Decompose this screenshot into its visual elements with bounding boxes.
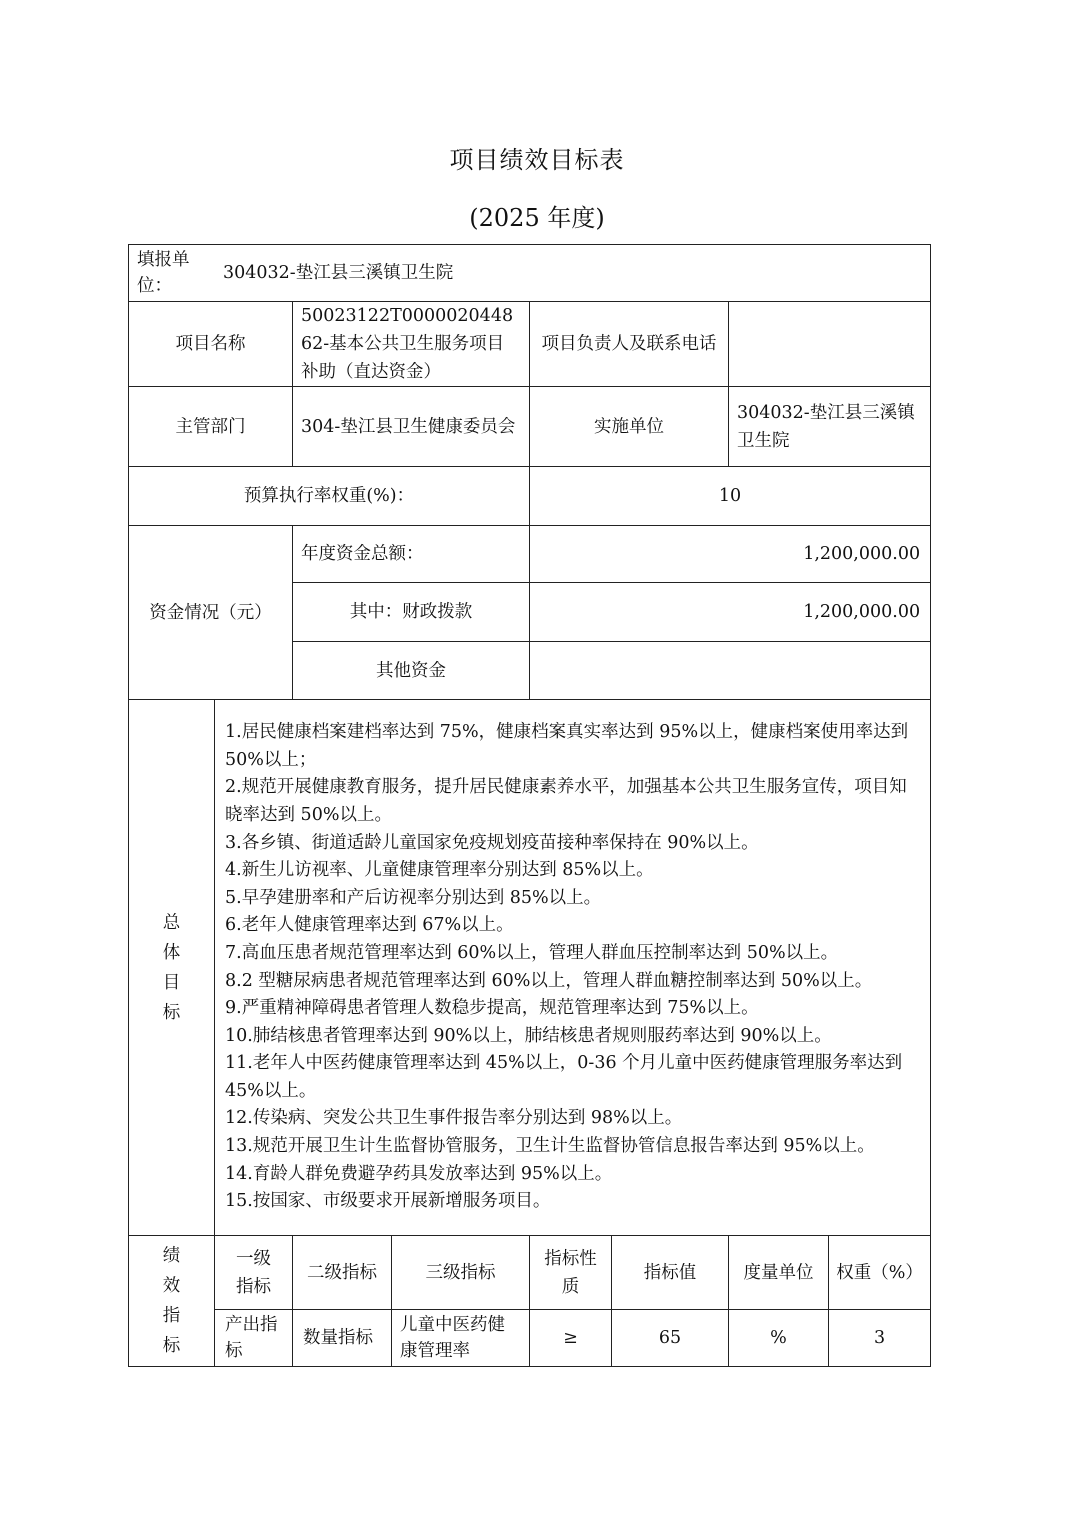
indicators-label-char: 指 <box>162 1306 181 1326</box>
funds-total-value: 1,200,000.00 <box>530 526 931 583</box>
funds-other-value <box>530 642 931 700</box>
header-unit: 度量单位 <box>729 1236 829 1310</box>
goals-row <box>129 700 931 1236</box>
impl-unit-label: 实施单位 <box>530 387 729 467</box>
goals-label <box>129 700 215 1236</box>
goal-item: 8.2 型糖尿病患者规范管理率达到 60%以上，管理人群血糖控制率达到 50%以上。 <box>225 970 873 991</box>
goal-item: 10.肺结核患者管理率达到 90%以上，肺结核患者规则服药率达到 90%以上。 <box>225 1025 832 1046</box>
cell-level2: 数量指标 <box>293 1310 392 1367</box>
goals-label-char: 目 <box>162 972 181 993</box>
funds-row <box>129 526 931 583</box>
unit-value: 304032-垫江县三溪镇卫生院 <box>223 263 454 283</box>
goals-label-char: 标 <box>162 1002 181 1023</box>
unit-row <box>129 245 931 302</box>
goal-item: 5.早孕建册率和产后访视率分别达到 85%以上。 <box>225 887 602 908</box>
cell-nature: ≥ <box>530 1310 612 1367</box>
indicator-header-row <box>129 1236 931 1310</box>
header-level3: 三级指标 <box>392 1236 530 1310</box>
indicators-label-char: 标 <box>162 1336 181 1356</box>
goal-item: 3.各乡镇、街道适龄儿童国家免疫规划疫苗接种率保持在 90%以上。 <box>225 832 759 853</box>
indicators-label <box>129 1236 215 1367</box>
goal-item: 9.严重精神障碍患者管理人数稳步提高，规范管理率达到 75%以上。 <box>225 998 759 1019</box>
department-label: 主管部门 <box>129 387 293 467</box>
goal-item: 11.老年人中医药健康管理率达到 45%以上，0-36 个月儿童中医药健康管理服务率达到 45%以上。 <box>225 1053 903 1101</box>
goal-item: 7.高血压患者规范管理率达到 60%以上，管理人群血压控制率达到 50%以上。 <box>225 942 839 963</box>
goal-item: 6.老年人健康管理率达到 67%以上。 <box>225 915 514 936</box>
impl-unit-value: 304032-垫江县三溪镇卫生院 <box>729 387 931 467</box>
funds-label: 资金情况（元） <box>129 526 293 700</box>
budget-label: 预算执行率权重(%)： <box>129 467 530 526</box>
header-weight: 权重（%） <box>829 1236 931 1310</box>
goal-item: 4.新生儿访视率、儿童健康管理率分别达到 85%以上。 <box>225 860 654 881</box>
goal-item: 13.规范开展卫生计生监督协管服务，卫生计生监督协管信息报告率达到 95%以上。 <box>225 1136 875 1157</box>
goal-item: 1.居民健康档案建档率达到 75%，健康档案真实率达到 95%以上，健康档案使用率达到 50%以上； <box>225 722 909 770</box>
goals-label-char: 体 <box>162 942 181 963</box>
department-row <box>129 387 931 467</box>
goals-list <box>215 700 931 1236</box>
project-contact-label: 项目负责人及联系电话 <box>530 302 729 387</box>
funds-other-label: 其他资金 <box>293 642 530 700</box>
project-row <box>129 302 931 387</box>
funds-fiscal-value: 1,200,000.00 <box>530 583 931 642</box>
unit-label: 填报单位： <box>137 250 190 296</box>
cell-weight: 3 <box>829 1310 931 1367</box>
header-nature: 指标性质 <box>530 1236 612 1310</box>
project-name-label: 项目名称 <box>129 302 293 387</box>
indicators-label-char: 效 <box>162 1276 181 1296</box>
header-value: 指标值 <box>612 1236 729 1310</box>
funds-fiscal-label: 其中：财政拨款 <box>293 583 530 642</box>
header-level1: 一级指标 <box>215 1236 293 1310</box>
goal-item: 12.传染病、突发公共卫生事件报告率分别达到 98%以上。 <box>225 1108 683 1129</box>
page-title: 项目绩效目标表 <box>449 146 625 174</box>
cell-level3: 儿童中医药健康管理率 <box>392 1310 530 1367</box>
performance-table <box>128 244 931 1367</box>
project-name-value: 50023122T000002044862-基本公共卫生服务项目补助（直达资金） <box>293 302 530 387</box>
funds-total-label: 年度资金总额： <box>293 526 530 583</box>
goals-label-char: 总 <box>162 912 181 933</box>
cell-unit: % <box>729 1310 829 1367</box>
goal-item: 15.按国家、市级要求开展新增服务项目。 <box>225 1191 551 1212</box>
budget-row <box>129 467 931 526</box>
header-level2: 二级指标 <box>293 1236 392 1310</box>
indicators-label-char: 绩 <box>162 1246 181 1266</box>
cell-level1: 产出指标 <box>215 1310 293 1367</box>
goal-item: 14.育龄人群免费避孕药具发放率达到 95%以上。 <box>225 1163 613 1184</box>
project-contact-value <box>729 302 931 387</box>
department-value: 304-垫江县卫生健康委员会 <box>293 387 530 467</box>
table-row <box>129 1310 931 1367</box>
cell-value: 65 <box>612 1310 729 1367</box>
page-subtitle: (2025 年度) <box>469 204 605 232</box>
goal-item: 2.规范开展健康教育服务，提升居民健康素养水平，加强基本公共卫生服务宣传，项目知晓率达到 50%以上。 <box>225 777 907 825</box>
budget-value: 10 <box>530 467 931 526</box>
